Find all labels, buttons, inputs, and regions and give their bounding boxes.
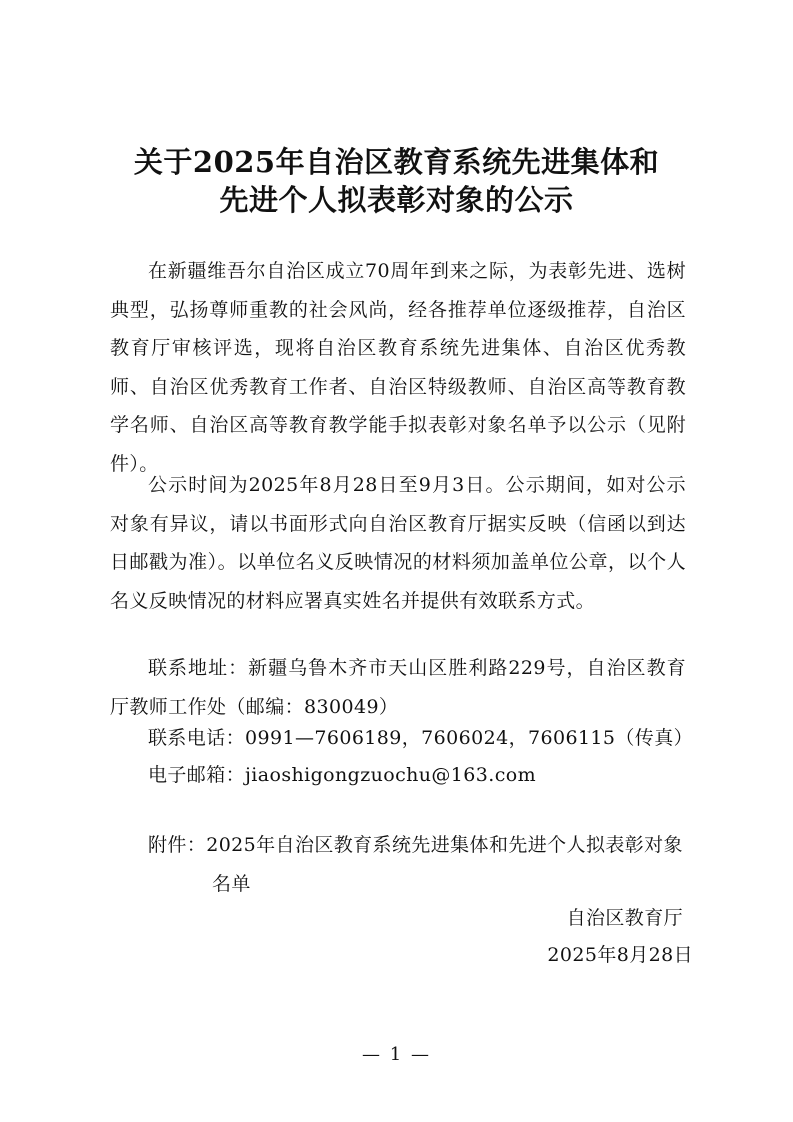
contact-email: 电子邮箱：jiaoshigongzuochu@163.com <box>148 764 537 786</box>
contact-phone: 联系电话：0991—7606189，7606024，7606115（传真） <box>148 727 694 749</box>
body-paragraph-1: 在新疆维吾尔自治区成立70周年到来之际，为表彰先进、选树典型，弘扬尊师重教的社会风尚，经各推荐单位逐级推荐，自治区教育厅审核评选，现将自治区教育系统先进集体、自治区优秀教师、自治区优秀教育工作者、自治区特级教师、自治区高等教育教学名师、自治区高等教育教学能手拟表彰对象名单予以公示（见附件）。 <box>110 260 686 475</box>
document-title-line-1: 关于2025年自治区教育系统先进集体和 <box>133 145 660 179</box>
body-paragraph-2: 公示时间为2025年8月28日至9月3日。公示期间，如对公示对象有异议，请以书面形式向自治区教育厅据实反映（信函以到达日邮戳为准）。以单位名义反映情况的材料须加盖单位公章，以个人名义反映情况的材料应署真实姓名并提供有效联系方式。 <box>110 474 686 612</box>
attachment-note: 附件：2025年自治区教育系统先进集体和先进个人拟表彰对象名单 <box>148 834 683 895</box>
page-number: — 1 — <box>362 1044 431 1065</box>
issuer-name: 自治区教育厅 <box>566 907 683 929</box>
document-title-line-2: 先进个人拟表彰对象的公示 <box>219 183 574 217</box>
contact-address: 联系地址：新疆乌鲁木齐市天山区胜利路229号，自治区教育厅教师工作处（邮编：830049） <box>110 657 686 718</box>
issue-date: 2025年8月28日 <box>547 944 693 966</box>
